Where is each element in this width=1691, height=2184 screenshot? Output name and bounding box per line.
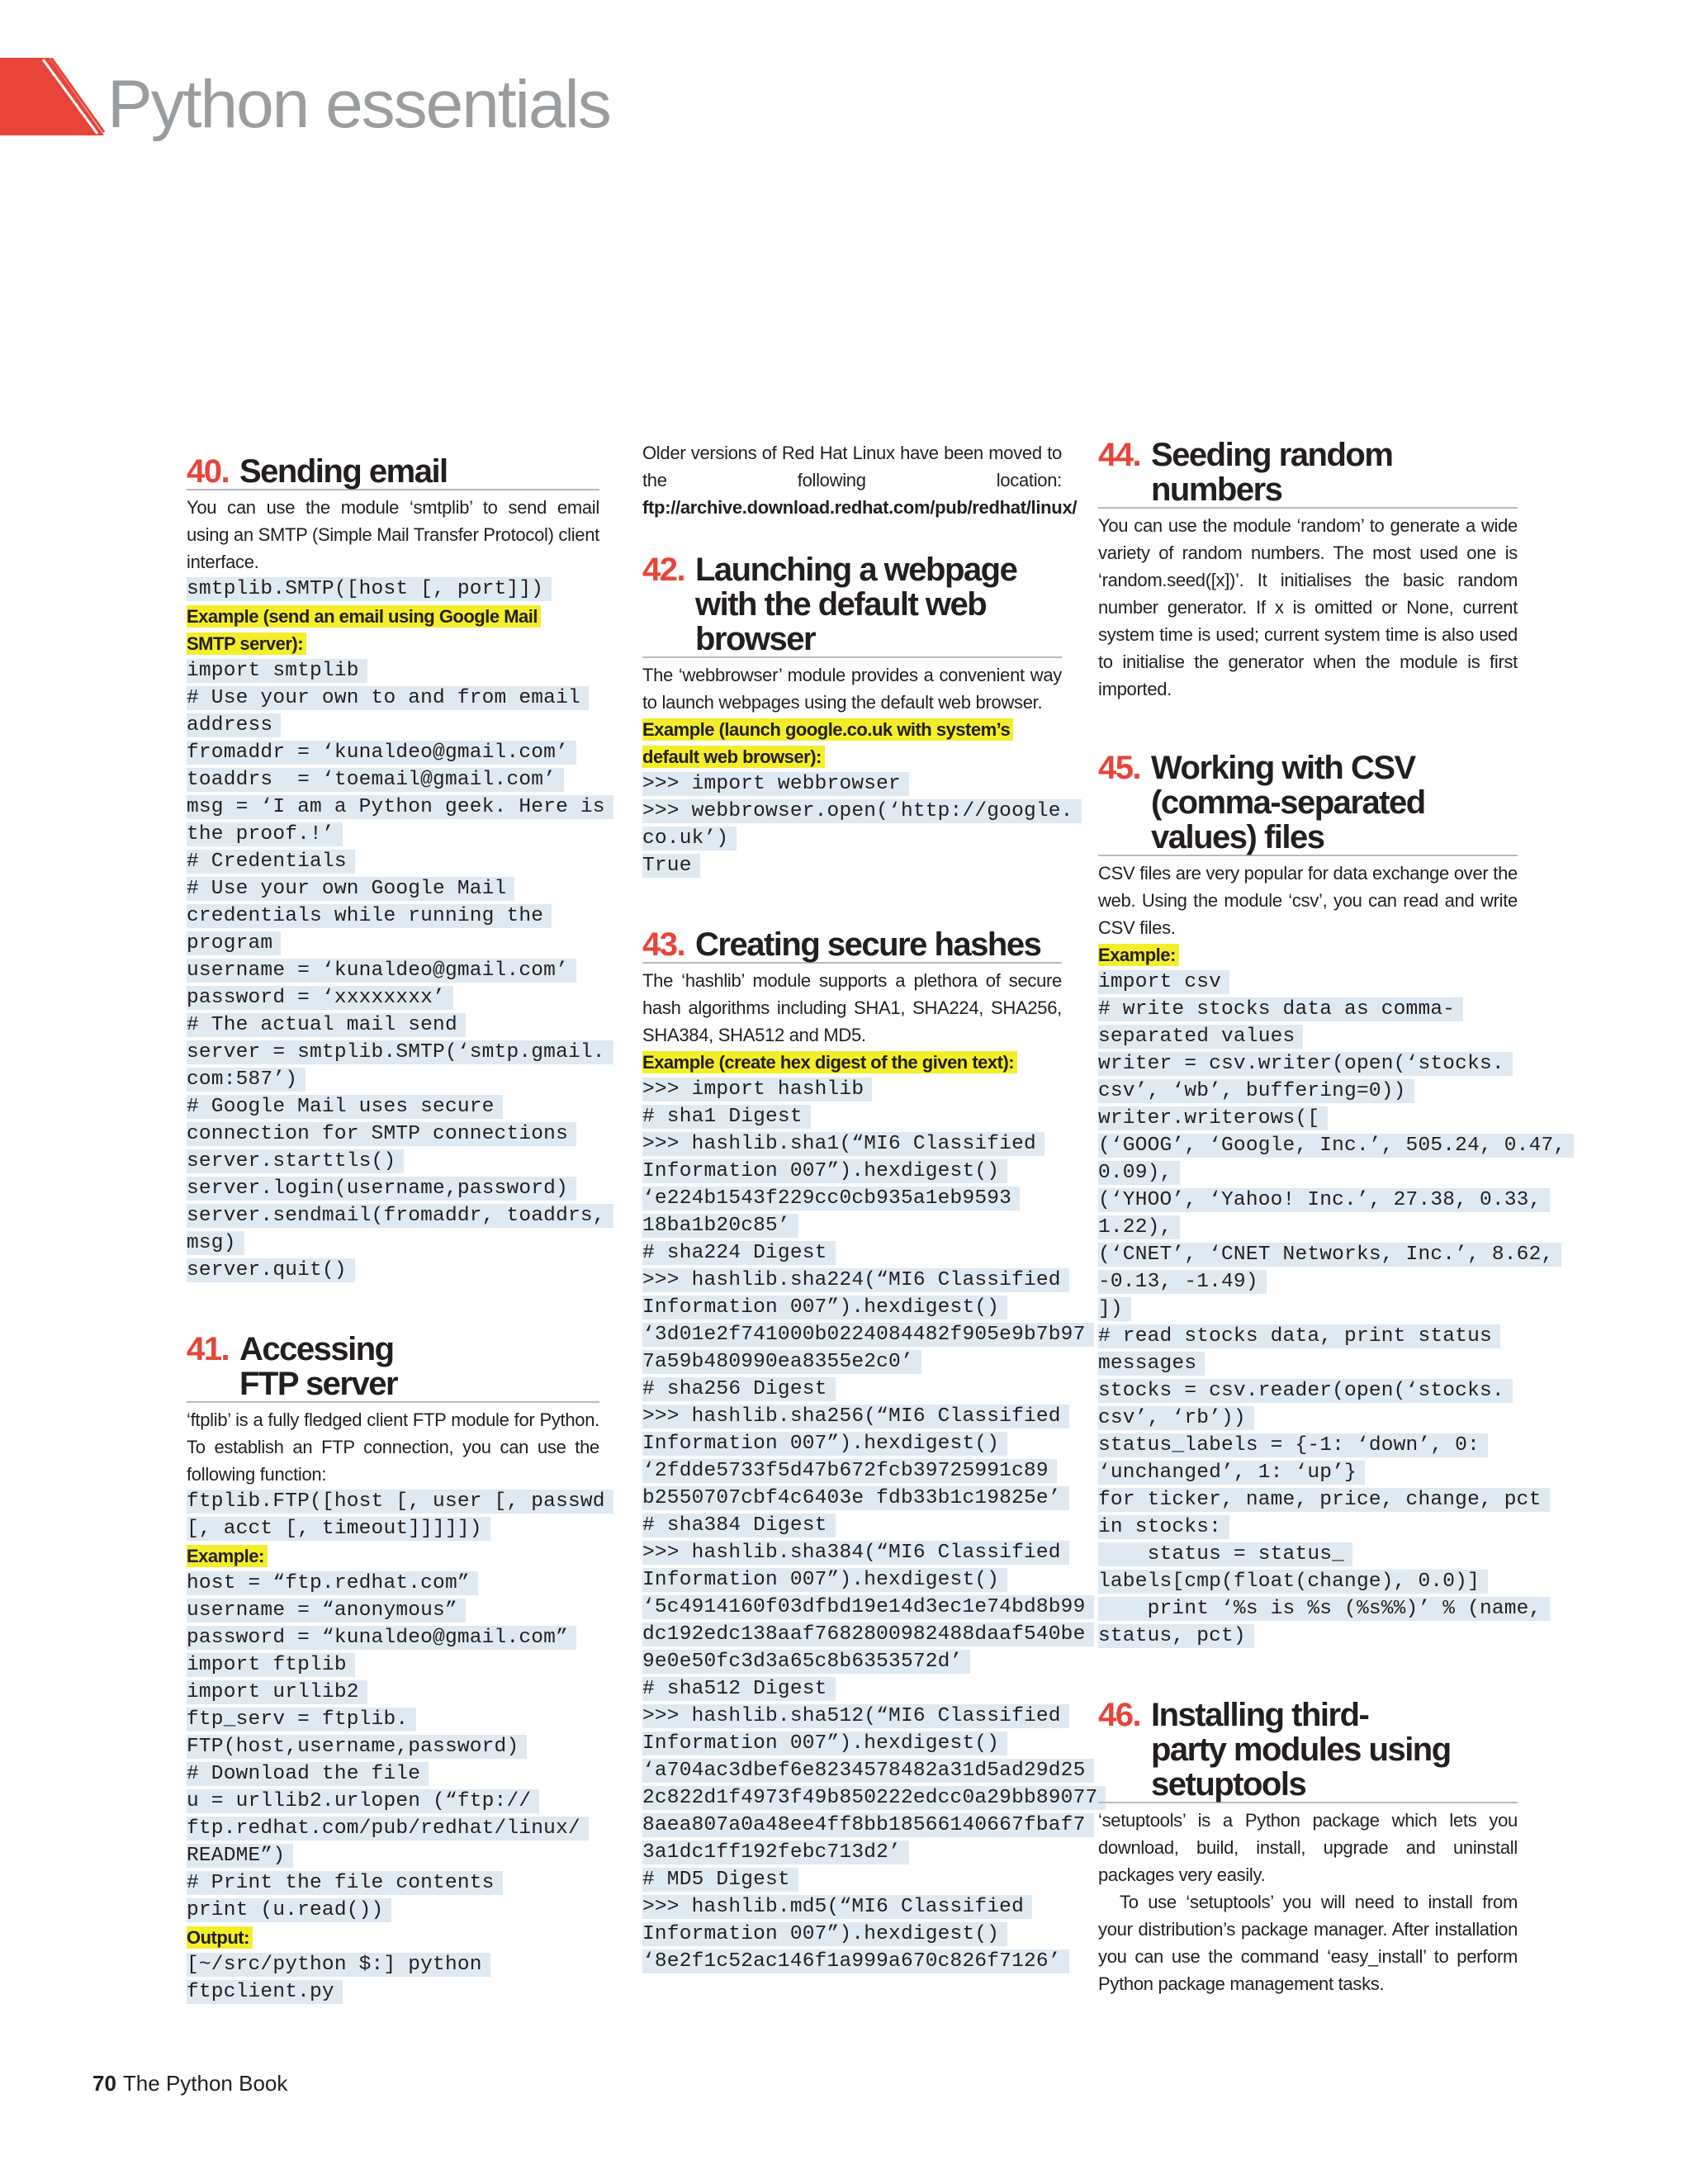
section-heading xyxy=(1098,423,1518,509)
section-heading xyxy=(187,439,599,490)
code-text: host = “ftp.redhat.com” xyxy=(187,1571,478,1595)
code-text: >>> hashlib.sha384(“MI6 Classified xyxy=(642,1541,1069,1565)
code-text: Information 007”).hexdigest() xyxy=(642,1432,1007,1456)
code-line xyxy=(642,1866,1062,1893)
code-line xyxy=(187,1515,599,1542)
code-line xyxy=(187,1488,605,1515)
code-line xyxy=(187,984,599,1011)
code-line xyxy=(187,957,599,984)
code-text: separated values xyxy=(1098,1025,1303,1049)
code-text: # sha224 Digest xyxy=(642,1241,836,1265)
code-text: b2550707cbf4c6403e fdb33b1c19825e’ xyxy=(642,1486,1069,1510)
code-text: >>> import hashlib xyxy=(642,1078,872,1101)
code-line xyxy=(187,794,605,821)
page-footer xyxy=(92,2071,287,2096)
code-line xyxy=(187,930,599,957)
section-title-line: Launching a webpage xyxy=(695,552,1017,588)
code-line xyxy=(187,875,599,902)
code-line xyxy=(1098,969,1518,996)
code-text: toaddrs = ‘toemail@gmail.com’ xyxy=(187,768,564,792)
code-line xyxy=(642,1784,1098,1812)
code-line xyxy=(642,825,1062,852)
code-text: Information 007”).hexdigest() xyxy=(642,1922,1007,1946)
code-text: server.quit() xyxy=(187,1258,355,1282)
body-paragraph xyxy=(1098,1888,1518,1997)
code-text: ‘3d01e2f741000b0224084482f905e9b7b97 xyxy=(642,1323,1094,1347)
code-text: username = “anonymous” xyxy=(187,1599,466,1623)
body-paragraph xyxy=(1098,512,1518,703)
code-line xyxy=(1098,1514,1518,1541)
code-text: # The actual mail send xyxy=(187,1013,466,1037)
code-text: # sha512 Digest xyxy=(642,1677,836,1701)
code-line xyxy=(642,1812,1086,1839)
code-text: # Credentials xyxy=(187,850,355,874)
code-line xyxy=(1098,1432,1518,1459)
section-title-line: Installing third- xyxy=(1151,1697,1369,1733)
code-text: status = status_ xyxy=(1098,1542,1352,1566)
code-line xyxy=(1098,1405,1518,1432)
code-line xyxy=(642,1730,1062,1757)
code-line xyxy=(1098,1486,1542,1514)
code-line xyxy=(187,1175,599,1202)
code-line xyxy=(1098,1323,1518,1350)
code-line xyxy=(642,1185,1062,1212)
code-line xyxy=(642,1921,1062,1948)
page-header-title: Python essentials xyxy=(107,67,610,142)
code-line xyxy=(642,1839,1062,1866)
code-text: 1.22), xyxy=(1098,1215,1180,1239)
paragraph-text: To use ‘setuptools’ you will need to install from your distribution’s package manager. After installation you can use the command ‘easy_install’ to perform Python package management tasks. xyxy=(1098,1892,1518,1994)
code-text: # write stocks data as comma- xyxy=(1098,997,1463,1021)
code-text: Information 007”).hexdigest() xyxy=(642,1159,1007,1183)
code-line xyxy=(187,902,599,930)
paragraph-text: You can use the module ‘random’ to generate a wide variety of random numbers. The most used one is ‘random.seed([x])’. It initialises the basic random number generator. If x is omitted or None, current system time is used; current system time is also used to initialise the generator when the module is first imported. xyxy=(1098,515,1518,699)
code-line xyxy=(642,1485,1062,1512)
code-text: status_labels = {-1: ‘down’, 0: xyxy=(1098,1433,1488,1457)
code-line xyxy=(1098,1377,1518,1405)
section-number: 44. xyxy=(1098,437,1141,473)
column-2 xyxy=(642,439,1098,2008)
code-text: com:587’) xyxy=(187,1068,306,1092)
code-line xyxy=(187,576,599,603)
code-line xyxy=(642,1239,1062,1267)
code-line xyxy=(187,1842,599,1869)
code-text: >>> hashlib.sha512(“MI6 Classified xyxy=(642,1704,1069,1728)
code-text: csv’, ‘rb’)) xyxy=(1098,1406,1254,1430)
code-line xyxy=(187,1229,599,1257)
section-title-line: Working with CSV xyxy=(1151,750,1415,786)
section-title-line: setuptools xyxy=(1151,1766,1306,1803)
section-title-line: values) files xyxy=(1151,819,1324,855)
code-text: address xyxy=(187,713,281,737)
code-text: ]) xyxy=(1098,1297,1131,1321)
highlight-text: Example: xyxy=(187,1545,268,1567)
code-text: ‘e224b1543f229cc0cb935a1eb9593 xyxy=(642,1187,1020,1210)
section-number: 40. xyxy=(187,453,230,490)
code-line xyxy=(1098,1268,1518,1296)
code-text: 7a59b480990ea8355e2c0’ xyxy=(642,1350,921,1374)
code-text: credentials while running the xyxy=(187,904,552,928)
code-line xyxy=(187,685,599,712)
code-line xyxy=(187,657,599,685)
code-text: server.sendmail(fromaddr, toaddrs, xyxy=(187,1204,613,1228)
code-line xyxy=(1098,1132,1566,1159)
code-line xyxy=(642,1539,1062,1566)
code-line xyxy=(187,1093,599,1120)
code-line xyxy=(187,1679,599,1706)
code-text: >>> hashlib.sha224(“MI6 Classified xyxy=(642,1268,1069,1292)
page-number: 70 xyxy=(92,2071,116,2096)
code-text: u = urllib2.urlopen (“ftp:// xyxy=(187,1789,539,1813)
code-text: ftp_serv = ftplib. xyxy=(187,1708,416,1732)
highlight-text: default web browser): xyxy=(642,746,825,768)
code-text: ‘unchanged’, 1: ‘up’} xyxy=(1098,1461,1365,1485)
code-line xyxy=(642,1321,1086,1348)
paragraph-text: You can use the module ‘smtplib’ to send email using an SMTP (Simple Mail Transfer Protocol) client interface. xyxy=(187,497,599,572)
code-line xyxy=(187,1597,599,1624)
code-text: [~/src/python $:] python xyxy=(187,1953,490,1977)
body-paragraph xyxy=(642,661,1062,716)
code-line xyxy=(642,1893,1062,1921)
section-title-line: Sending email xyxy=(239,453,448,490)
code-text: status, pct) xyxy=(1098,1624,1254,1648)
code-line xyxy=(1098,1541,1518,1568)
highlight-text: Output: xyxy=(187,1926,253,1949)
code-text: # MD5 Digest xyxy=(642,1868,798,1892)
highlight-label-line xyxy=(642,716,1062,743)
code-line xyxy=(642,798,1073,825)
code-text: FTP(host,username,password) xyxy=(187,1735,527,1759)
article-section xyxy=(1098,736,1566,1650)
code-line xyxy=(187,739,599,766)
code-line xyxy=(187,1066,599,1093)
code-line xyxy=(642,1675,1062,1703)
article-section xyxy=(642,912,1098,1975)
section-number: 42. xyxy=(642,552,685,588)
code-text: ‘2fdde5733f5d47b672fcb39725991c89 xyxy=(642,1459,1057,1483)
code-line xyxy=(187,1869,599,1897)
code-text: the proof.!’ xyxy=(187,822,343,846)
code-text: Information 007”).hexdigest() xyxy=(642,1568,1007,1592)
code-text: server.login(username,password) xyxy=(187,1177,576,1201)
section-title-line: numbers xyxy=(1151,471,1282,508)
code-line xyxy=(187,1570,599,1597)
code-text: Information 007”).hexdigest() xyxy=(642,1296,1007,1319)
code-line xyxy=(187,712,599,739)
code-text: True xyxy=(642,854,700,878)
code-line xyxy=(642,1103,1062,1130)
section-title-line: party modules using xyxy=(1151,1732,1451,1768)
code-text: >>> hashlib.md5(“MI6 Classified xyxy=(642,1895,1032,1919)
code-text: ‘8e2f1c52ac146f1a999a670c826f7126’ xyxy=(642,1949,1069,1973)
code-text: (‘GOOG’, ‘Google, Inc.’, 505.24, 0.47, xyxy=(1098,1134,1574,1158)
code-line xyxy=(642,1457,1062,1485)
highlight-text: Example (create hex digest of the given text): xyxy=(642,1051,1017,1073)
code-text: 2c822d1f4973f49b850222edcc0a29bb89077 xyxy=(642,1786,1106,1810)
code-text: msg) xyxy=(187,1231,244,1255)
highlight-label-line xyxy=(1098,941,1518,969)
code-line xyxy=(642,1648,1062,1675)
section-title-line: Seeding random xyxy=(1151,437,1393,473)
highlight-text: SMTP server): xyxy=(187,632,306,655)
code-line xyxy=(1098,996,1518,1023)
code-line xyxy=(187,1202,605,1229)
code-text: fromaddr = ‘kunaldeo@gmail.com’ xyxy=(187,741,576,765)
section-heading xyxy=(642,538,1062,658)
code-line xyxy=(642,1267,1062,1294)
article-section xyxy=(1098,1683,1518,1997)
code-line xyxy=(642,1158,1062,1185)
code-text: ftpclient.py xyxy=(187,1980,343,2004)
code-text: # Print the file contents xyxy=(187,1871,503,1895)
code-text: # Use your own Google Mail xyxy=(187,877,514,901)
code-line xyxy=(642,1403,1062,1430)
highlight-label-line xyxy=(642,743,1062,770)
code-line xyxy=(187,848,599,875)
highlight-label-line xyxy=(642,1049,1062,1076)
code-line xyxy=(642,1130,1062,1158)
code-line xyxy=(1098,1623,1518,1650)
paragraph-text: The ‘hashlib’ module supports a plethora of secure hash algorithms including SHA1, SHA224, SHA256, SHA384, SHA512 and MD5. xyxy=(642,970,1062,1045)
code-text: smtplib.SMTP([host [, port]]) xyxy=(187,577,552,601)
code-text: 18ba1b20c85’ xyxy=(642,1214,798,1238)
code-line xyxy=(187,1011,599,1039)
code-line xyxy=(187,1257,599,1284)
code-text: dc192edc138aaf7682800982488daaf540be xyxy=(642,1623,1094,1646)
code-line xyxy=(642,852,1062,879)
code-line xyxy=(1098,1350,1518,1377)
article-section xyxy=(642,538,1073,879)
code-line xyxy=(1098,1241,1554,1268)
code-line xyxy=(1098,1296,1518,1323)
highlight-label-line xyxy=(187,630,599,657)
code-text: program xyxy=(187,931,281,955)
section-title-line: browser xyxy=(695,621,816,657)
section-heading xyxy=(187,1317,599,1403)
code-text: # Download the file xyxy=(187,1762,429,1786)
code-text: # sha256 Digest xyxy=(642,1377,836,1401)
code-text: ‘a704ac3dbef6e8234578482a31d5ad29d25 xyxy=(642,1759,1094,1783)
code-line xyxy=(1098,1078,1518,1105)
code-text: messages xyxy=(1098,1352,1205,1376)
code-text: co.uk’) xyxy=(642,827,737,850)
body-paragraph xyxy=(1098,860,1518,941)
code-line xyxy=(187,1624,599,1651)
section-number: 45. xyxy=(1098,750,1141,786)
section-title-line: Accessing xyxy=(239,1331,394,1367)
code-text: print (u.read()) xyxy=(187,1898,391,1922)
highlight-text: Example: xyxy=(1098,944,1179,966)
code-text: stocks = csv.reader(open(‘stocks. xyxy=(1098,1379,1513,1403)
code-line xyxy=(187,1815,599,1842)
code-text: (‘YHOO’, ‘Yahoo! Inc.’, 27.38, 0.33, xyxy=(1098,1188,1550,1212)
section-number: 43. xyxy=(642,926,685,963)
paragraph-text: Older versions of Red Hat Linux have been moved to the following location: xyxy=(642,443,1062,490)
code-text: server.starttls() xyxy=(187,1149,404,1173)
code-text: ftp.redhat.com/pub/redhat/linux/ xyxy=(187,1817,589,1841)
code-text: import ftplib xyxy=(187,1653,355,1677)
code-text: >>> import webbrowser xyxy=(642,772,909,796)
code-line xyxy=(187,1148,599,1175)
code-text: README”) xyxy=(187,1844,293,1868)
code-text: ‘5c4914160f03dfbd19e14d3ec1e74bd8b99 xyxy=(642,1595,1094,1619)
ftp-link-text: ftp://archive.download.redhat.com/pub/redhat/linux/ xyxy=(642,497,1078,518)
section-heading xyxy=(642,912,1062,964)
code-text: in stocks: xyxy=(1098,1515,1229,1539)
code-line xyxy=(1098,1187,1542,1214)
code-text: password = “kunaldeo@gmail.com” xyxy=(187,1626,576,1650)
code-line xyxy=(1098,1023,1518,1050)
highlight-text: Example (send an email using Google Mail xyxy=(187,605,541,628)
code-text: 0.09), xyxy=(1098,1161,1180,1185)
code-line xyxy=(187,1651,599,1679)
code-line xyxy=(642,1512,1062,1539)
code-line xyxy=(187,1951,599,1978)
paragraph-text: ‘ftplib’ is a fully fledged client FTP module for Python. To establish an FTP connection, you can use the following function: xyxy=(187,1409,599,1485)
code-text: connection for SMTP connections xyxy=(187,1122,576,1146)
article-section xyxy=(187,1317,605,2006)
code-line xyxy=(642,1566,1062,1594)
body-paragraph xyxy=(1098,1807,1518,1888)
section-title-line: Creating secure hashes xyxy=(695,926,1041,963)
section-title-line: FTP server xyxy=(239,1366,398,1402)
code-text: labels[cmp(float(change), 0.0)] xyxy=(1098,1570,1488,1594)
highlight-label-line xyxy=(187,603,599,630)
code-line xyxy=(1098,1050,1518,1078)
code-text: csv’, ‘wb’, buffering=0)) xyxy=(1098,1079,1414,1103)
code-line xyxy=(187,1978,599,2006)
code-text: password = ‘xxxxxxxx’ xyxy=(187,986,453,1010)
code-line xyxy=(1098,1214,1518,1241)
article-section xyxy=(1098,423,1518,703)
section-number: 41. xyxy=(187,1331,230,1367)
book-title: The Python Book xyxy=(122,2071,288,2096)
code-line xyxy=(642,1348,1062,1376)
code-line xyxy=(642,1294,1062,1321)
body-paragraph xyxy=(642,967,1062,1049)
code-text: username = ‘kunaldeo@gmail.com’ xyxy=(187,959,576,983)
code-line xyxy=(642,1757,1086,1784)
section-heading xyxy=(1098,1683,1518,1803)
code-text: 8aea807a0a48ee4ff8bb18566140667fbaf7 xyxy=(642,1813,1094,1837)
code-line xyxy=(642,1621,1086,1648)
code-text: msg = ‘I am a Python geek. Here is xyxy=(187,795,613,819)
code-line xyxy=(642,1948,1062,1975)
highlight-label-line xyxy=(187,1542,599,1570)
code-text: # Google Mail uses secure xyxy=(187,1095,503,1119)
code-text: for ticker, name, price, change, pct xyxy=(1098,1488,1550,1512)
code-text: >>> hashlib.sha1(“MI6 Classified xyxy=(642,1132,1044,1156)
code-line xyxy=(1098,1595,1542,1623)
paragraph-text: CSV files are very popular for data exchange over the web. Using the module ‘csv’, you can read and write CSV files. xyxy=(1098,863,1518,938)
code-text: [, acct [, timeout]]]]]) xyxy=(187,1517,490,1541)
article-section xyxy=(642,439,1078,521)
code-text: # Use your own to and from email xyxy=(187,686,589,710)
column-3 xyxy=(1098,423,1566,2030)
body-paragraph xyxy=(642,439,1078,521)
code-line xyxy=(1098,1459,1518,1486)
code-line xyxy=(642,1212,1062,1239)
paragraph-text: ‘setuptools’ is a Python package which lets you download, build, install, upgrade and uninstall packages very easily. xyxy=(1098,1810,1518,1885)
section-title-line: (comma-separated xyxy=(1151,784,1425,821)
highlight-text: Example (launch google.co.uk with system’s xyxy=(642,718,1013,741)
code-line xyxy=(187,1788,599,1815)
code-text: import csv xyxy=(1098,970,1229,994)
code-text: -0.13, -1.49) xyxy=(1098,1270,1267,1294)
code-line xyxy=(642,1430,1062,1457)
code-text: ftplib.FTP([host [, user [, passwd xyxy=(187,1490,613,1514)
code-text: import urllib2 xyxy=(187,1680,367,1704)
column-1 xyxy=(187,439,605,2039)
section-number: 46. xyxy=(1098,1697,1141,1733)
code-text: # sha384 Digest xyxy=(642,1514,836,1537)
body-paragraph xyxy=(187,1406,599,1488)
code-line xyxy=(1098,1568,1518,1595)
code-text: 3a1dc1ff192febc713d2’ xyxy=(642,1841,909,1864)
code-line xyxy=(642,1594,1086,1621)
code-line xyxy=(642,1703,1062,1730)
code-line xyxy=(187,821,599,848)
code-line xyxy=(187,1760,599,1788)
code-line xyxy=(187,766,599,794)
code-text: writer.writerows([ xyxy=(1098,1106,1328,1130)
code-line xyxy=(187,1897,599,1924)
code-text: >>> webbrowser.open(‘http://google. xyxy=(642,799,1082,823)
paragraph-text: The ‘webbrowser’ module provides a convenient way to launch webpages using the default web browser. xyxy=(642,665,1062,713)
code-line xyxy=(642,1376,1062,1403)
code-line xyxy=(1098,1105,1518,1132)
code-text: # read stocks data, print status xyxy=(1098,1324,1500,1348)
code-line xyxy=(1098,1159,1518,1187)
section-title-line: with the default web xyxy=(695,586,987,623)
article-section xyxy=(187,439,605,1284)
code-text: import smtplib xyxy=(187,659,367,683)
body-paragraph xyxy=(187,494,599,576)
code-text: writer = csv.writer(open(‘stocks. xyxy=(1098,1052,1513,1076)
highlight-label-line xyxy=(187,1924,599,1951)
code-text: Information 007”).hexdigest() xyxy=(642,1732,1007,1755)
code-line xyxy=(187,1120,599,1148)
code-text: (‘CNET’, ‘CNET Networks, Inc.’, 8.62, xyxy=(1098,1243,1561,1267)
code-line xyxy=(642,1076,1062,1103)
code-text: >>> hashlib.sha256(“MI6 Classified xyxy=(642,1405,1069,1428)
code-text: server = smtplib.SMTP(‘smtp.gmail. xyxy=(187,1040,613,1064)
logo-mark-icon xyxy=(0,58,109,144)
code-text: 9e0e50fc3d3a65c8b6353572d’ xyxy=(642,1650,970,1674)
code-line xyxy=(187,1706,599,1733)
code-line xyxy=(187,1733,599,1760)
section-heading xyxy=(1098,736,1518,856)
code-text: print ‘%s is %s (%s%%)’ % (name, xyxy=(1098,1597,1550,1621)
code-text: # sha1 Digest xyxy=(642,1105,811,1129)
code-line xyxy=(642,770,1062,798)
code-line xyxy=(187,1039,605,1066)
